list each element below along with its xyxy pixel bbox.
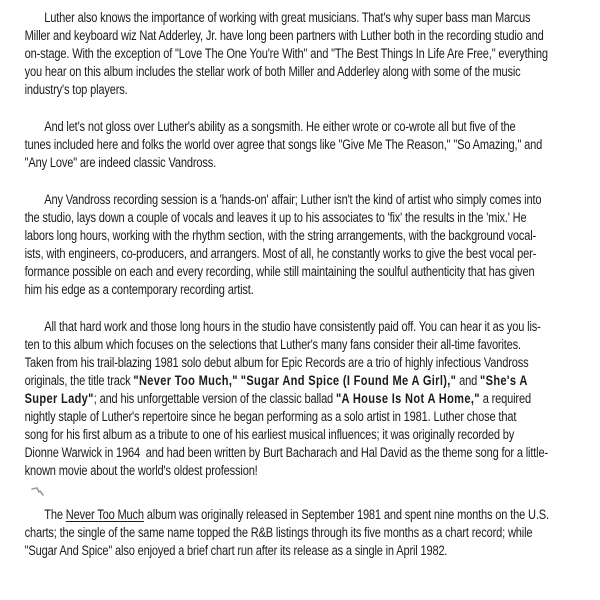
text-line — [25, 462, 596, 480]
text-run: The — [44, 507, 66, 522]
text-line — [25, 9, 596, 27]
paragraph — [25, 191, 596, 299]
text-run: All that hard work and those long hours in the studio have consistently paid off. You can hear it as you lis- — [44, 319, 541, 334]
text-line — [25, 209, 596, 227]
text-run: ists, with engineers, co-producers, and arrangers. Most of all, he constantly works to give the best vocal per- — [24, 246, 537, 261]
text-line — [25, 318, 596, 336]
text-line — [25, 506, 596, 524]
text-run: nightly staple of Luther's repertoire since he began performing as a solo artist in 1981. Luther chose that — [24, 409, 517, 424]
text-run: the studio, lays down a couple of vocals and leaves it up to his associates to 'fix' the results in the 'mix.' He — [24, 210, 527, 225]
text-run: formance possible on each and every recording, while still maintaining the soulful authenticity that has given — [24, 264, 535, 279]
text-line — [25, 263, 596, 281]
text-line — [25, 336, 596, 354]
text-line — [25, 444, 596, 462]
text-line — [25, 372, 596, 390]
text-run: a required — [479, 391, 531, 406]
paragraph — [25, 506, 596, 560]
song-title-bold: "Never Too Much," — [133, 373, 238, 388]
text-run: Dionne Warwick in 1964 and had been written by Burt Bacharach and Hal David as the theme song for a little- — [24, 445, 548, 460]
text-line — [25, 426, 596, 444]
text-run: him his edge as a contemporary recording artist. — [24, 282, 254, 297]
text-run: album was originally released in September 1981 and spent nine months on the U.S. — [143, 507, 549, 522]
paragraph — [25, 118, 596, 172]
text-run: originals, the title track — [24, 373, 134, 388]
text-run: song for his first album as a tribute to one of his earliest musical influences; it was originally recorded by — [24, 427, 515, 442]
text-run: labors long hours, working with the rhythm section, with the string arrangements, with the background vocal- — [24, 228, 537, 243]
text-line — [25, 390, 596, 408]
text-run: Luther also knows the importance of working with great musicians. That's why super bass man Marcus — [44, 10, 531, 25]
text-run: you hear on this album includes the stellar work of both Miller and Adderley along with some of the music — [24, 64, 521, 79]
text-run: "Sugar And Spice" also enjoyed a brief chart run after its release as a single in April 1982. — [24, 543, 448, 558]
text-run: ; and his unforgettable version of the classic ballad — [93, 391, 336, 406]
text-line — [25, 81, 596, 99]
text-line — [25, 281, 596, 299]
text-run: Any Vandross recording session is a 'hands-on' affair; Luther isn't the kind of artist who simply comes into — [44, 192, 542, 207]
text-line — [25, 136, 596, 154]
text-line — [25, 45, 596, 63]
paragraph — [25, 318, 596, 480]
text-line — [25, 524, 596, 542]
song-title-bold: "Sugar And Spice (I Found Me A Girl)," — [240, 373, 457, 388]
text-run: ten to this album which focuses on the selections that Luther's many fans consider their all-time favorites. — [24, 337, 521, 352]
text-line — [25, 27, 596, 45]
text-run: Taken from his trail-blazing 1981 solo debut album for Epic Records are a trio of highly infectious Vandross — [24, 355, 529, 370]
text-run: tunes included here and folks the world over agree that songs like "Give Me The Reason," "So Amazing," and — [24, 137, 543, 152]
text-run: Miller and keyboard wiz Nat Adderley, Jr. have long been partners with Luther both in the recording studio and — [24, 28, 544, 43]
song-title-bold: "A House Is Not A Home," — [335, 391, 480, 406]
text-run: industry's top players. — [24, 82, 128, 97]
text-run: "Any Love" are indeed classic Vandross. — [24, 155, 217, 170]
song-title-bold: Super Lady" — [24, 391, 94, 406]
text-run: known movie about the world's oldest profession! — [24, 463, 258, 478]
album-title-underlined: Never Too Much — [65, 507, 144, 522]
text-line — [25, 118, 596, 136]
text-line — [25, 245, 596, 263]
text-line — [25, 542, 596, 560]
song-title-bold: "She's A — [480, 373, 528, 388]
text-run: charts; the single of the same name topped the R&B listings through its five months as a chart record; while — [24, 525, 533, 540]
text-line — [25, 408, 596, 426]
paragraph — [25, 9, 596, 99]
text-run: on-stage. With the exception of "Love The One You're With" and "The Best Things In Life Are Free," everything — [24, 46, 548, 61]
scan-artifact — [31, 486, 47, 498]
text-line — [25, 63, 596, 81]
text-run: And let's not gloss over Luther's ability as a songsmith. He either wrote or co-wrote all but five of the — [44, 119, 516, 134]
text-line — [25, 154, 596, 172]
text-line — [25, 227, 596, 245]
text-run: and — [456, 373, 481, 388]
text-line — [25, 354, 596, 372]
text-line — [25, 191, 596, 209]
